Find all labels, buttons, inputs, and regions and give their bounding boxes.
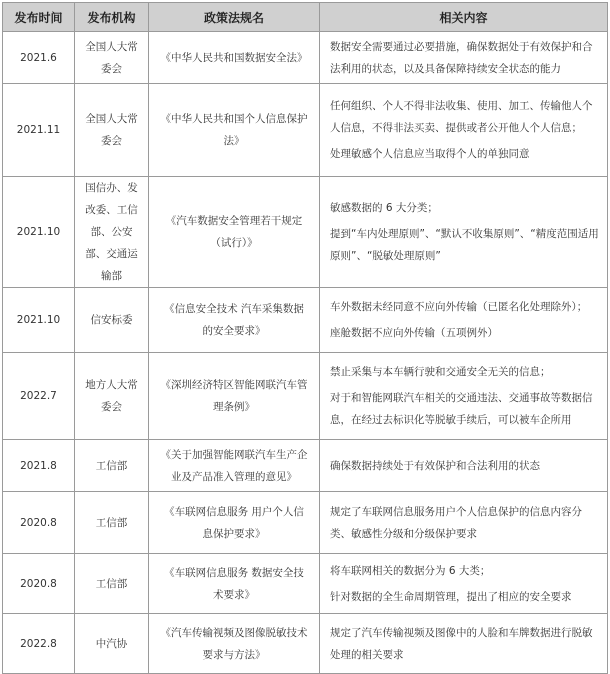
policy-table bbox=[2, 2, 608, 674]
table-row bbox=[3, 440, 608, 492]
content-line: 座舱数据不应向外传输（五项例外） bbox=[330, 327, 498, 339]
cell-date-text: 2020.8 bbox=[20, 577, 57, 590]
cell-policy-name bbox=[149, 614, 320, 674]
table-row bbox=[3, 288, 608, 353]
table-row bbox=[3, 353, 608, 440]
cell-policy-name bbox=[149, 492, 320, 554]
cell-org-text: 地方人大常委会 bbox=[85, 379, 138, 413]
cell-org-text: 全国人大常委会 bbox=[85, 113, 138, 147]
cell-date-text: 2021.8 bbox=[20, 459, 57, 472]
cell-date-text: 2021.10 bbox=[16, 226, 61, 238]
content-line: 将车联网相关的数据分为 6 大类； bbox=[330, 564, 491, 577]
cell-policy-name bbox=[149, 353, 320, 440]
cell-date bbox=[3, 554, 75, 614]
table-row bbox=[3, 177, 608, 288]
table-row bbox=[3, 32, 608, 84]
content-line: 禁止采集与本车辆行驶和交通安全无关的信息； bbox=[330, 366, 551, 378]
content-line: 车外数据未经同意不应向外传输（已匿名化处理除外）； bbox=[330, 301, 588, 313]
cell-date-text: 2021.6 bbox=[20, 51, 57, 64]
header-content: 相关内容 bbox=[320, 3, 608, 32]
content-line: 任何组织、个人不得非法收集、使用、加工、传输他人个人信息，不得非法买卖、提供或者公开他人个人信息； bbox=[330, 100, 593, 134]
cell-content bbox=[320, 353, 608, 440]
table-row bbox=[3, 614, 608, 674]
content-line: 规定了车联网信息服务用户个人信息保护的信息内容分类、敏感性分级和分级保护要求 bbox=[330, 505, 582, 540]
cell-policy-name-text: 《汽车数据安全管理若干规定（试行）》 bbox=[165, 215, 303, 249]
cell-org bbox=[75, 288, 149, 353]
cell-content bbox=[320, 177, 608, 288]
cell-date bbox=[3, 32, 75, 84]
cell-policy-name bbox=[149, 32, 320, 84]
cell-org-text: 全国人大常委会 bbox=[85, 40, 138, 75]
cell-org bbox=[75, 84, 149, 177]
cell-org-text: 工信部 bbox=[95, 577, 128, 590]
cell-content bbox=[320, 492, 608, 554]
table-row bbox=[3, 554, 608, 614]
cell-content bbox=[320, 614, 608, 674]
content-line: 对于和智能网联汽车相关的交通违法、交通事故等数据信息，在经过去标识化等脱敏手续后，可以被车企所用 bbox=[330, 392, 593, 426]
cell-content bbox=[320, 554, 608, 614]
cell-policy-name-text: 《车联网信息服务 数据安全技术要求》 bbox=[164, 566, 304, 601]
cell-org bbox=[75, 440, 149, 492]
header-name: 政策法规名 bbox=[149, 3, 320, 32]
cell-org-text: 中汽协 bbox=[95, 637, 128, 650]
cell-date-text: 2020.8 bbox=[20, 516, 57, 529]
cell-content bbox=[320, 84, 608, 177]
cell-date bbox=[3, 614, 75, 674]
cell-policy-name bbox=[149, 440, 320, 492]
cell-date bbox=[3, 353, 75, 440]
cell-date-text: 2021.11 bbox=[16, 124, 61, 136]
cell-org bbox=[75, 177, 149, 288]
content-line: 处理敏感个人信息应当取得个人的单独同意 bbox=[330, 148, 530, 160]
cell-policy-name-text: 《深圳经济特区智能网联汽车管理条例》 bbox=[160, 379, 308, 413]
table-row bbox=[3, 492, 608, 554]
cell-policy-name bbox=[149, 84, 320, 177]
cell-content bbox=[320, 32, 608, 84]
cell-org-text: 国信办、发改委、工信部、公安部、交通运输部 bbox=[85, 182, 138, 282]
cell-date-text: 2021.10 bbox=[16, 314, 61, 326]
cell-org-text: 工信部 bbox=[95, 459, 128, 472]
header-date: 发布时间 bbox=[3, 3, 75, 32]
cell-policy-name-text: 《关于加强智能网联汽车生产企业及产品准入管理的意见》 bbox=[160, 448, 308, 483]
cell-policy-name-text: 《信息安全技术 汽车采集数据的安全要求》 bbox=[164, 303, 304, 337]
cell-org bbox=[75, 614, 149, 674]
cell-policy-name-text: 《汽车传输视频及图像脱敏技术要求与方法》 bbox=[160, 626, 308, 661]
cell-date bbox=[3, 440, 75, 492]
cell-policy-name-text: 《中华人民共和国个人信息保护法》 bbox=[160, 113, 308, 147]
cell-policy-name-text: 《车联网信息服务 用户个人信息保护要求》 bbox=[164, 505, 304, 540]
content-line: 提到“车内处理原则”、“默认不收集原则”、“精度范围适用原则”、“脱敏处理原则” bbox=[330, 228, 599, 262]
cell-content bbox=[320, 288, 608, 353]
table-row bbox=[3, 84, 608, 177]
content-line: 针对数据的全生命周期管理，提出了相应的安全要求 bbox=[330, 590, 572, 603]
cell-date-text: 2022.8 bbox=[20, 637, 57, 650]
cell-date bbox=[3, 84, 75, 177]
header-org: 发布机构 bbox=[75, 3, 149, 32]
content-line: 数据安全需要通过必要措施，确保数据处于有效保护和合法利用的状态，以及具备保障持续安全状态的能力 bbox=[330, 40, 593, 75]
cell-org bbox=[75, 353, 149, 440]
content-line: 确保数据持续处于有效保护和合法利用的状态 bbox=[330, 459, 540, 472]
cell-org-text: 工信部 bbox=[95, 516, 128, 529]
cell-org bbox=[75, 32, 149, 84]
content-line: 规定了汽车传输视频及图像中的人脸和车牌数据进行脱敏处理的相关要求 bbox=[330, 626, 593, 661]
cell-org bbox=[75, 554, 149, 614]
cell-policy-name bbox=[149, 177, 320, 288]
cell-date bbox=[3, 288, 75, 353]
content-line: 敏感数据的 6 大分类； bbox=[330, 202, 438, 214]
cell-policy-name bbox=[149, 554, 320, 614]
cell-date bbox=[3, 177, 75, 288]
cell-policy-name bbox=[149, 288, 320, 353]
table-body bbox=[3, 32, 608, 674]
cell-date-text: 2022.7 bbox=[20, 390, 57, 402]
cell-content bbox=[320, 440, 608, 492]
cell-org bbox=[75, 492, 149, 554]
table-header-row bbox=[3, 3, 608, 32]
cell-policy-name-text: 《中华人民共和国数据安全法》 bbox=[160, 51, 308, 64]
cell-date bbox=[3, 492, 75, 554]
cell-org-text: 信安标委 bbox=[90, 314, 133, 326]
